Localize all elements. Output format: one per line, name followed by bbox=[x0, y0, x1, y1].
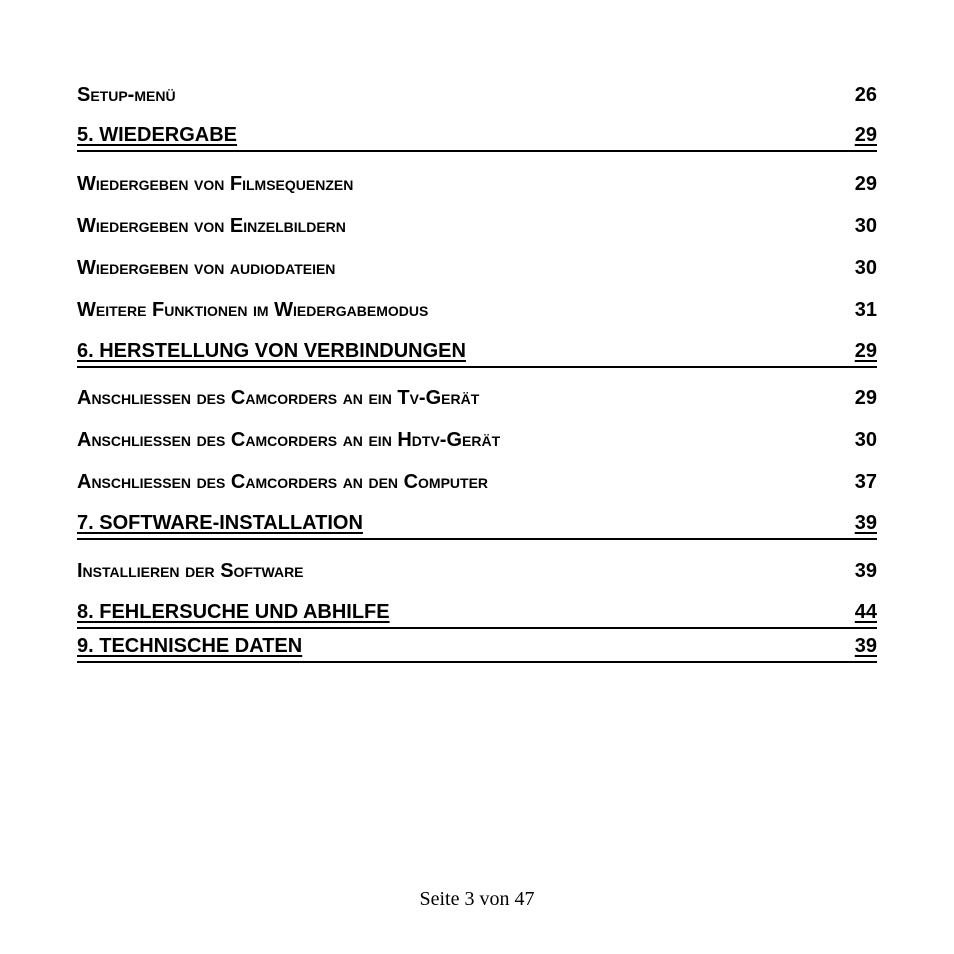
toc-entry[interactable] bbox=[77, 215, 877, 239]
toc-entry-page: 29 bbox=[854, 387, 877, 409]
toc-chapter[interactable] bbox=[77, 512, 877, 540]
toc-entry-page: 30 bbox=[854, 215, 877, 237]
toc-entry-title: Weitere Funktionen im Wiedergabemodus bbox=[77, 299, 429, 321]
toc-entry-title: Anschliessen des Camcorders an den Computer bbox=[77, 471, 489, 493]
toc-chapter-title: 8. FEHLERSUCHE UND ABHILFE bbox=[77, 601, 390, 623]
toc-entry-page: 30 bbox=[854, 429, 877, 451]
toc-entry-title: Wiedergeben von audiodateien bbox=[77, 257, 336, 279]
toc-entry[interactable] bbox=[77, 560, 877, 584]
toc-chapter-page: 39 bbox=[854, 512, 877, 534]
toc-entry-page: 37 bbox=[854, 471, 877, 493]
toc-entry-page: 39 bbox=[854, 560, 877, 582]
toc-chapter[interactable] bbox=[77, 340, 877, 368]
toc-chapter[interactable] bbox=[77, 124, 877, 152]
table-of-contents bbox=[77, 0, 877, 954]
toc-entry-page: 29 bbox=[854, 173, 877, 195]
toc-entry-title: Anschliessen des Camcorders an ein Tv-Gerät bbox=[77, 387, 480, 409]
toc-chapter-title: 6. HERSTELLUNG VON VERBINDUNGEN bbox=[77, 340, 466, 362]
toc-entry[interactable] bbox=[77, 173, 877, 197]
toc-entry[interactable] bbox=[77, 257, 877, 281]
toc-entry[interactable] bbox=[77, 429, 877, 453]
toc-entry[interactable] bbox=[77, 299, 877, 323]
toc-entry[interactable] bbox=[77, 387, 877, 411]
toc-chapter-title: 9. TECHNISCHE DATEN bbox=[77, 635, 303, 657]
toc-chapter-page: 44 bbox=[854, 601, 877, 623]
toc-entry-title: Anschliessen des Camcorders an ein Hdtv-Gerät bbox=[77, 429, 501, 451]
toc-entry[interactable] bbox=[77, 84, 877, 108]
toc-entry-page: 26 bbox=[854, 84, 877, 106]
toc-entry-title: Setup-menü bbox=[77, 84, 176, 106]
toc-chapter-page: 39 bbox=[854, 635, 877, 657]
toc-chapter[interactable] bbox=[77, 635, 877, 663]
toc-entry[interactable] bbox=[77, 471, 877, 495]
page-footer: Seite 3 von 47 bbox=[419, 888, 535, 910]
toc-chapter-title: 5. WIEDERGABE bbox=[77, 124, 238, 146]
toc-entry-title: Wiedergeben von Einzelbildern bbox=[77, 215, 346, 237]
toc-entry-title: Wiedergeben von Filmsequenzen bbox=[77, 173, 354, 195]
toc-entry-page: 31 bbox=[854, 299, 877, 321]
toc-chapter-title: 7. SOFTWARE-INSTALLATION bbox=[77, 512, 363, 534]
toc-entry-title: Installieren der Software bbox=[77, 560, 304, 582]
toc-chapter[interactable] bbox=[77, 601, 877, 629]
toc-entry-page: 30 bbox=[854, 257, 877, 279]
toc-chapter-page: 29 bbox=[854, 340, 877, 362]
toc-chapter-page: 29 bbox=[854, 124, 877, 146]
